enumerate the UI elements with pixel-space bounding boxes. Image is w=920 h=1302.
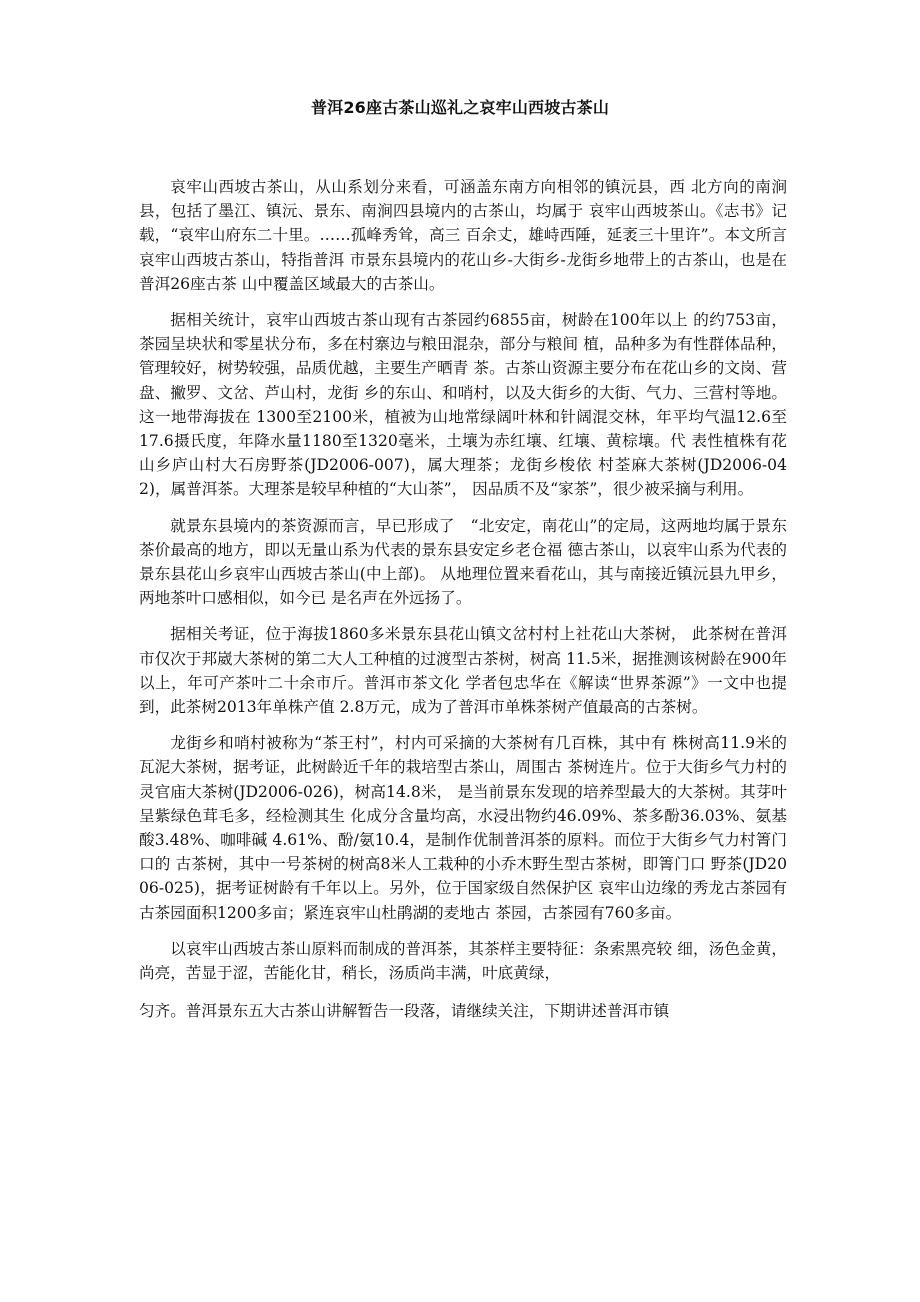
paragraph-1: 哀牢山西坡古茶山，从山系划分来看，可涵盖东南方向相邻的镇沅县，西 北方向的南涧县，包括了墨江、镇沅、景东、南涧四县境内的古茶山，均属于 哀牢山西坡茶山。《志书》记载，“哀牢山府东二十里。……孤峰秀耸，高三 百余丈，雄峙西陲，延袤三十里许”。本文所言哀牢山西坡古茶山，特指普洱 市景东县境内的花山乡-大街乡-龙街乡地带上的古茶山，也是在普洱26座古茶 山中覆盖区域最大的古茶山。 (139, 178, 787, 293)
paragraph-3: 就景东县境内的茶资源而言，早已形成了 “北安定，南花山”的定局，这两地均属于景东茶价最高的地方，即以无量山系为代表的景东县安定乡老仓福 德古茶山，以哀牢山系为代表的景东县花山乡哀牢山西坡古茶山(中上部)。 从地理位置来看花山，其与南接近镇沅县九甲乡，两地茶叶口感相似，如今已 是名声在外远扬了。 (139, 516, 787, 608)
page-title: 普洱26座古茶山巡礼之哀牢山西坡古茶山 (310, 98, 610, 117)
paragraph-6: 以哀牢山西坡古茶山原料而制成的普洱茶，其茶样主要特征：条索黑亮较 细，汤色金黄，尚亮，苦显于涩，苦能化甘，稍长，汤质尚丰满，叶底黄绿， (139, 939, 787, 983)
paragraph-2: 据相关统计，哀牢山西坡古茶山现有古茶园约6855亩，树龄在100年以上 的约753亩，茶园呈块状和零星状分布，多在村寨边与粮田混杂，部分与粮间 植，品种多为有性群体品种，管理较好，树势较强，品质优越，主要生产晒青 茶。古茶山资源主要分布在花山乡的文岗、营盘、撇罗、文岔、芦山村，龙街 乡的东山、和哨村，以及大街乡的大街、气力、三营村等地。这一地带海拔在 1300至2100米，植被为山地常绿阔叶林和针阔混交林，年平均气温12.6至 17.6摄氏度，年降水量1180至1320毫米，土壤为赤红壤、红壤、黄棕壤。代 表性植株有花山乡庐山村大石房野茶(JD2006-007)，属大理茶；龙街乡梭依 村荃麻大茶树(JD2006-042)，属普洱茶。大理茶是较早种植的“大山茶”， 因品质不及“家茶”，很少被采摘与利用。 (139, 311, 792, 499)
paragraph-4: 据相关考证，位于海拔1860多米景东县花山镇文岔村村上社花山大茶树， 此茶树在普洱市仅次于邦崴大茶树的第二大人工种植的过渡型古茶树，树高 11.5米，据推测该树龄在900年以上，年可产茶叶二十余市斤。普洱市茶文化 学者包忠华在《解读“世界茶源”》一文中也提到，此茶树2013年单株产值 2.8万元，成为了普洱市单株茶树产值最高的古茶树。 (139, 625, 787, 717)
paragraph-5: 龙街乡和哨村被称为“茶王村”，村内可采摘的大茶树有几百株，其中有 株树高11.9米的瓦泥大茶树，据考证，此树龄近千年的栽培型古茶山，周围古 茶树连片。位于大街乡气力村的灵官庙大茶树(JD2006-026)，树高14.8米， 是当前景东发现的培养型最大的大茶树。其芽叶呈紫绿色茸毛多，经检测其生 化成分含量均高，水浸出物约46.09%、茶多酚36.03%、氨基酸3.48%、咖啡碱 4.61%、酚/氨10.4，是制作优制普洱茶的原料。而位于大街乡气力村箐门口的 古茶树，其中一号茶树的树高8米人工栽种的小乔木野生型古茶树，即箐门口 野茶(JD2006-025)，据考证树龄有千年以上。另外，位于国家级自然保护区 哀牢山边缘的秀龙古茶园有古茶园面积1200多亩；紧连哀牢山杜鹃湖的麦地古 茶园，古茶园有760多亩。 (139, 734, 787, 922)
paragraph-7: 匀齐。普洱景东五大古茶山讲解暂告一段落，请继续关注，下期讲述普洱市镇 (139, 1002, 670, 1021)
article-body (139, 175, 792, 1036)
